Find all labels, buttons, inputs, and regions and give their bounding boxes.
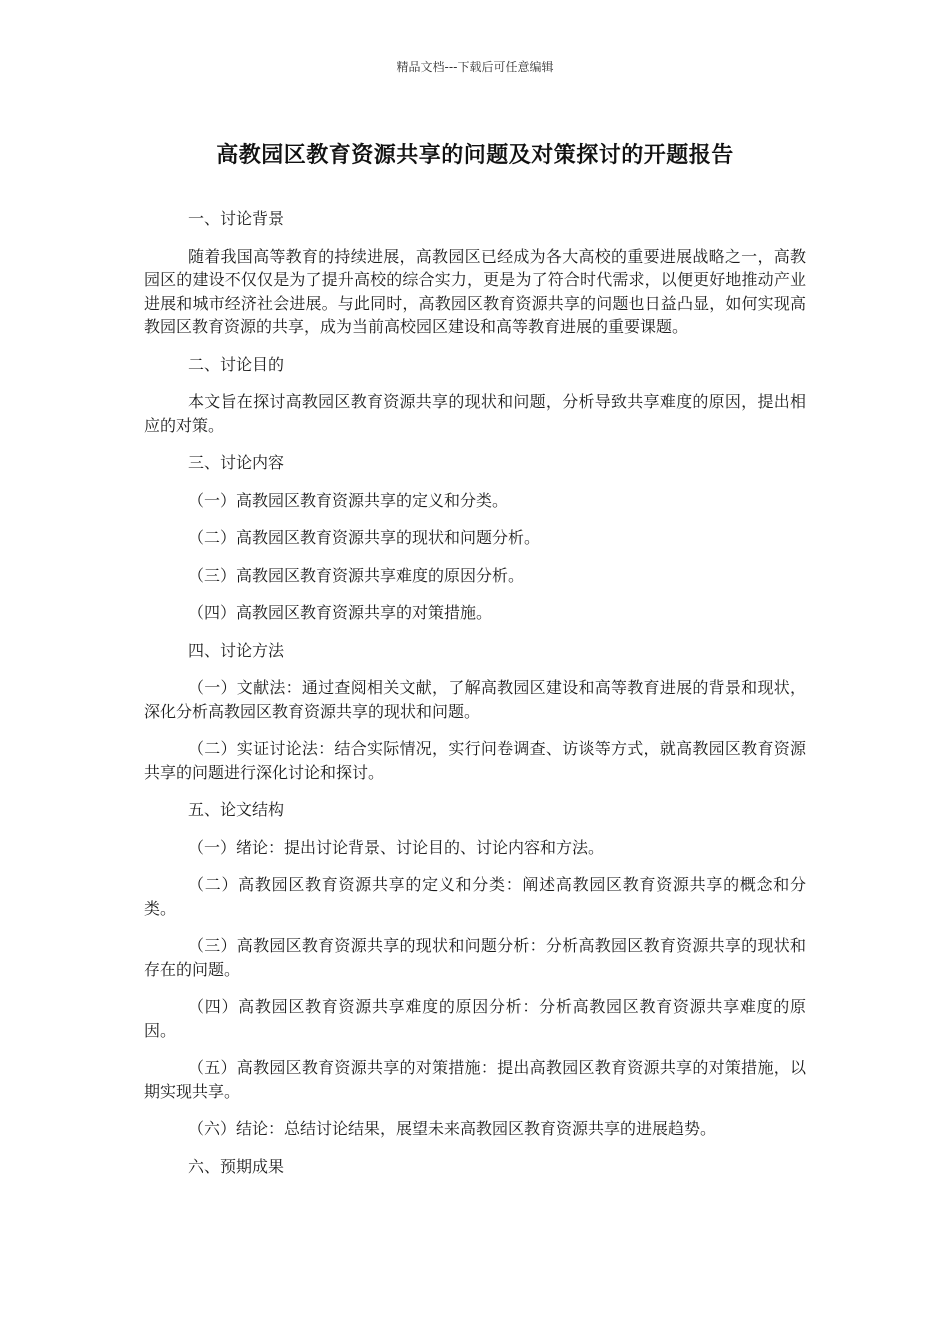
list-item: （四）高教园区教育资源共享难度的原因分析：分析高教园区教育资源共享难度的原因。 bbox=[144, 997, 806, 1040]
section-heading: 三、讨论内容 bbox=[188, 453, 285, 472]
list-item: （三）高教园区教育资源共享的现状和问题分析：分析高教园区教育资源共享的现状和存在的问题。 bbox=[144, 936, 806, 979]
section-heading: 二、讨论目的 bbox=[188, 354, 285, 374]
paragraph: 本文旨在探讨高教园区教育资源共享的现状和问题，分析导致共享难度的原因，提出相应的对策。 bbox=[144, 392, 806, 435]
paragraph: 随着我国高等教育的持续进展，高教园区已经成为各大高校的重要进展战略之一，高教园区的建设不仅仅是为了提升高校的综合实力，更是为了符合时代需求，以便更好地推动产业进展和城市经济社会进展。与此同时，高教园区教育资源共享的问题也日益凸显，如何实现高教园区教育资源的共享，成为当前高校园区建设和高等教育进展的重要课题。 bbox=[144, 246, 806, 336]
section-heading: 五、论文结构 bbox=[188, 800, 285, 819]
list-item: （六）结论：总结讨论结果，展望未来高教园区教育资源共享的进展趋势。 bbox=[188, 1119, 717, 1138]
list-item: （二）高教园区教育资源共享的现状和问题分析。 bbox=[188, 528, 541, 547]
page-header: 精品文档---下载后可任意编辑 bbox=[396, 60, 554, 74]
section-heading: 四、讨论方法 bbox=[188, 640, 285, 660]
list-item: （二）实证讨论法：结合实际情况，实行问卷调查、访谈等方式，就高教园区教育资源共享的问题进行深化讨论和探讨。 bbox=[144, 739, 806, 782]
section-heading: 一、讨论背景 bbox=[188, 209, 285, 228]
list-item: （一）绪论：提出讨论背景、讨论目的、讨论内容和方法。 bbox=[188, 837, 605, 857]
list-item: （二）高教园区教育资源共享的定义和分类：阐述高教园区教育资源共享的概念和分类。 bbox=[144, 875, 806, 918]
section-heading: 六、预期成果 bbox=[188, 1156, 285, 1176]
document-body bbox=[144, 207, 806, 1192]
list-item: （一）文献法：通过查阅相关文献，了解高教园区建设和高等教育进展的背景和现状，深化分析高教园区教育资源共享的现状和问题。 bbox=[144, 678, 806, 721]
list-item: （四）高教园区教育资源共享的对策措施。 bbox=[188, 603, 493, 622]
list-item: （一）高教园区教育资源共享的定义和分类。 bbox=[188, 490, 509, 510]
document-title: 高教园区教育资源共享的问题及对策探讨的开题报告 bbox=[216, 143, 734, 168]
list-item: （三）高教园区教育资源共享难度的原因分析。 bbox=[188, 565, 525, 585]
list-item: （五）高教园区教育资源共享的对策措施：提出高教园区教育资源共享的对策措施，以期实现共享。 bbox=[144, 1058, 806, 1101]
